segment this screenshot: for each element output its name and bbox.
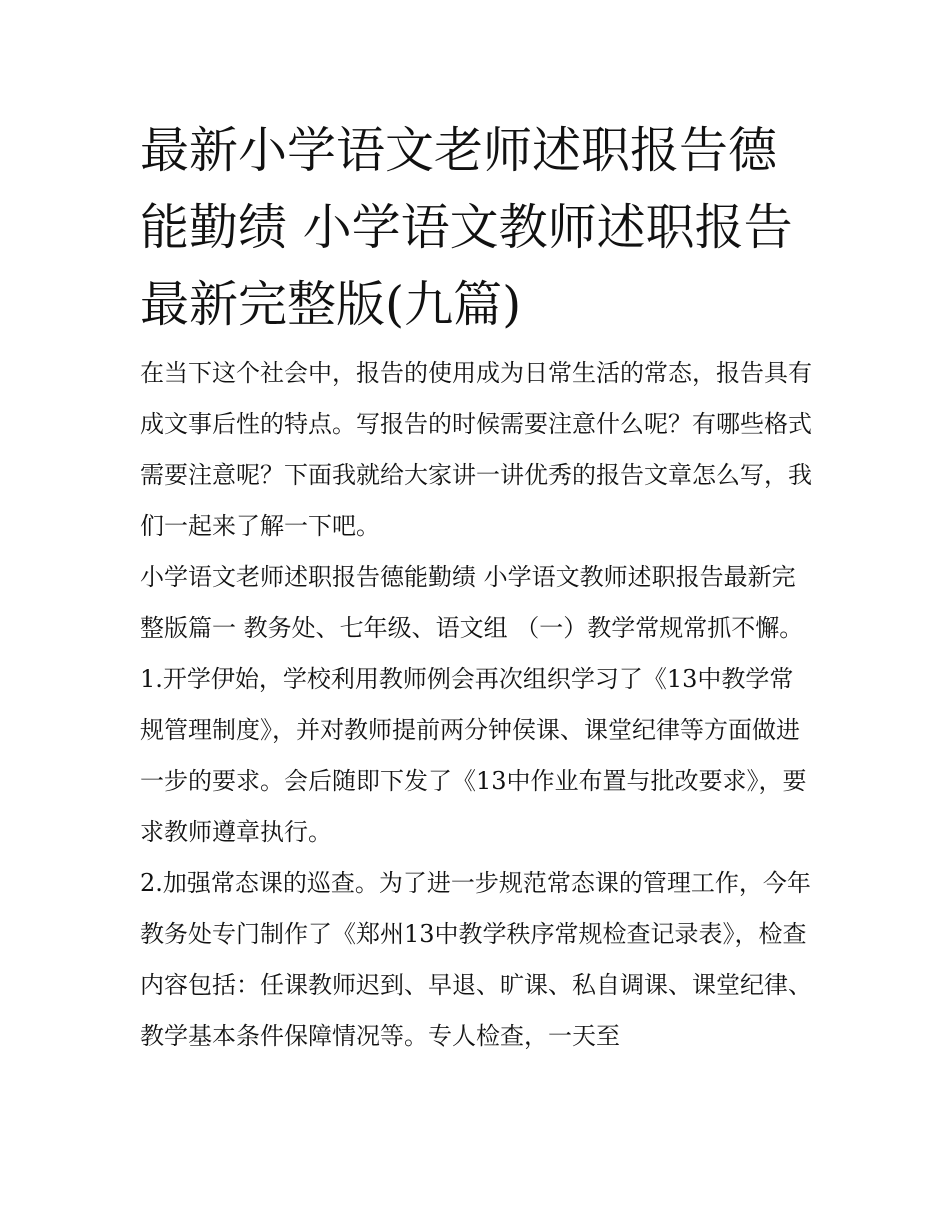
paragraph-section-header: 小学语文老师述职报告德能勤绩 小学语文教师述职报告最新完整版篇一 教务处、七年级、语文组 （一）教学常规常抓不懈。 [140, 563, 804, 642]
paragraph-intro: 在当下这个社会中，报告的使用成为日常生活的常态，报告具有成文事后性的特点。写报告的时候需要注意什么呢？有哪些格式需要注意呢？下面我就给大家讲一讲优秀的报告文章怎么写，我们一起来了解一下吧。 [140, 359, 812, 540]
document-title: 最新小学语文老师述职报告德能勤绩 小学语文教师述职报告最新完整版(九篇) [140, 122, 793, 333]
paragraph-item-1: 1.开学伊始，学校利用教师例会再次组织学习了《13中教学常规管理制度》，并对教师提前两分钟侯课、课堂纪律等方面做进一步的要求。会后随即下发了《13中作业布置与批改要求》，要求教师遵章执行。 [140, 665, 807, 846]
paragraph-item-2: 2.加强常态课的巡查。为了进一步规范常态课的管理工作，今年教务处专门制作了《郑州13中教学秩序常规检查记录表》，检查内容包括：任课教师迟到、早退、旷课、私自调课、课堂纪律、教学基本条件保障情况等。专人检查，一天至 [140, 869, 812, 1050]
document-body [140, 112, 815, 1062]
